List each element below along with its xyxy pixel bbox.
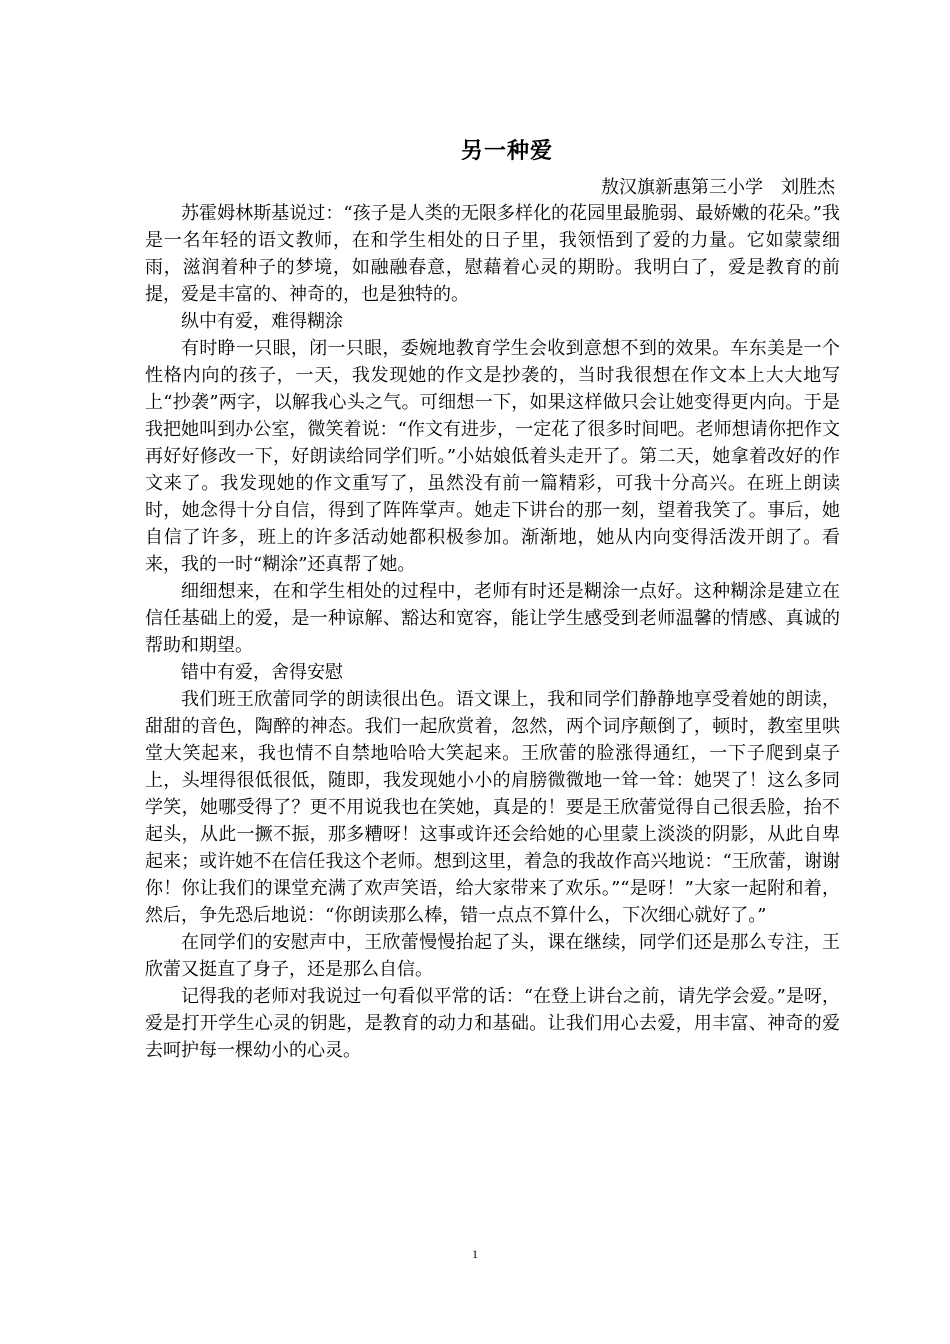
paragraph-intro: 苏霍姆林斯基说过：“孩子是人类的无限多样化的花园里最脆弱、最娇嫩的花朵。”我是一名年轻的语文教师，在和学生相处的日子里，我领悟到了爱的力量。它如蒙蒙细雨，滋润着种子的梦境，如融融春意，慰藉着心灵的期盼。我明白了，爱是教育的前提，爱是丰富的、神奇的，也是独特的。 (145, 203, 840, 305)
page-number: 1 (472, 1247, 478, 1261)
paragraph: 细细想来，在和学生相处的过程中，老师有时还是糊涂一点好。这种糊涂是建立在信任基础上的爱，是一种谅解、豁达和宽容，能让学生感受到老师温馨的情感、真诚的帮助和期望。 (145, 581, 840, 656)
paragraph: 在同学们的安慰声中，王欣蕾慢慢抬起了头，课在继续，同学们还是那么专注，王欣蕾又挺直了身子，还是那么自信。 (145, 932, 840, 980)
section-heading-1: 纵中有爱，难得糊涂 (181, 311, 343, 332)
author-byline: 敖汉旗新惠第三小学 刘胜杰 (601, 177, 835, 198)
paragraph-conclusion: 记得我的老师对我说过一句看似平常的话：“在登上讲台之前，请先学会爱。”是呀，爱是打开学生心灵的钥匙，是教育的动力和基础。让我们用心去爱，用丰富、神奇的爱去呵护每一棵幼小的心灵。 (145, 986, 840, 1061)
paragraph: 有时睁一只眼，闭一只眼，委婉地教育学生会收到意想不到的效果。车东美是一个性格内向的孩子，一天，我发现她的作文是抄袭的，当时我很想在作文本上大大地写上“抄袭”两字，以解我心头之气。可细想一下，如果这样做只会让她变得更内向。于是我把她叫到办公室，微笑着说：“作文有进步，一定花了很多时间吧。老师想请你把作文再好好修改一下，好朗读给同学们听。”小姑娘低着头走开了。第二天，她拿着改好的作文来了。我发现她的作文重写了，虽然没有前一篇精彩，可我十分高兴。在班上朗读时，她念得十分自信，得到了阵阵掌声。她走下讲台的那一刻，望着我笑了。事后，她自信了许多，班上的许多活动她都积极参加。渐渐地，她从内向变得活泼开朗了。看来，我的一时“糊涂”还真帮了她。 (145, 338, 840, 575)
document-body (145, 200, 840, 1064)
paragraph: 我们班王欣蕾同学的朗读很出色。语文课上，我和同学们静静地享受着她的朗读，甜甜的音色，陶醉的神态。我们一起欣赏着，忽然，两个词序颠倒了，顿时，教室里哄堂大笑起来，我也情不自禁地哈哈大笑起来。王欣蕾的脸涨得通红，一下子爬到桌子上，头埋得很低很低，随即，我发现她小小的肩膀微微地一耸一耸：她哭了！这么多同学笑，她哪受得了？更不用说我也在笑她，真是的！要是王欣蕾觉得自己很丢脸，抬不起头，从此一撅不振，那多糟呀！这事或许还会给她的心里蒙上淡淡的阴影，从此自卑起来；或许她不在信任我这个老师。想到这里，着急的我故作高兴地说：“王欣蕾，谢谢你！你让我们的课堂充满了欢声笑语，给大家带来了欢乐。”“是呀！”大家一起附和着，然后，争先恐后地说：“你朗读那么棒，错一点点不算什么，下次细心就好了。” (145, 689, 840, 926)
document-title: 另一种爱 (460, 138, 553, 164)
section-heading-2: 错中有爱，舍得安慰 (181, 662, 343, 683)
